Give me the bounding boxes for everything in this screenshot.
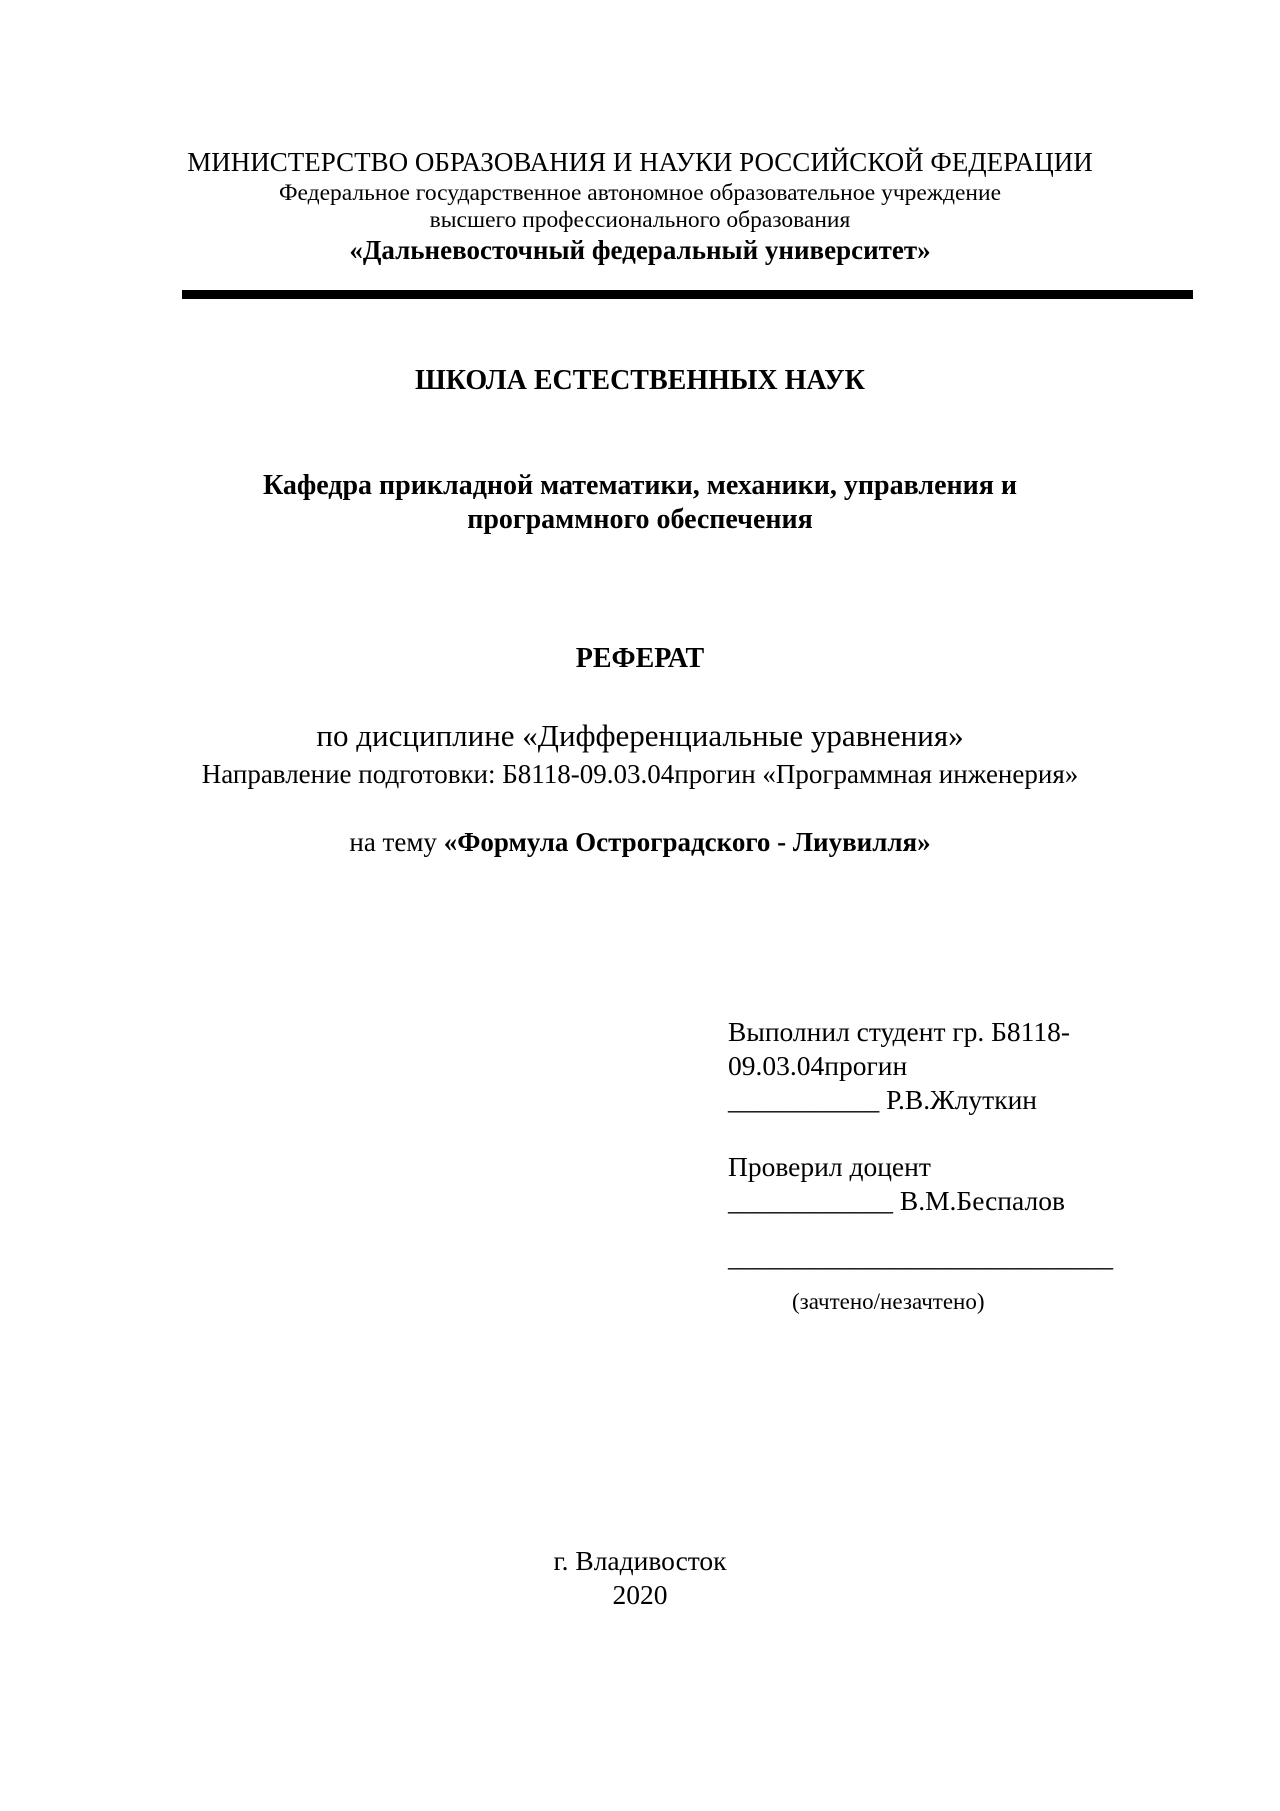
topic-title: «Формула Остроградского - Лиувилля» xyxy=(443,827,931,857)
header-divider xyxy=(182,290,1193,299)
education-level: высшего профессионального образования xyxy=(429,207,851,233)
topic-line xyxy=(0,826,1280,858)
department-line-1: Кафедра прикладной математики, механики, управления и xyxy=(262,470,1018,501)
topic-prefix: на тему xyxy=(349,827,444,857)
student-signature: ___________ Р.В.Жлуткин xyxy=(728,1084,1037,1115)
grade-line: ____________________________ xyxy=(728,1241,1113,1272)
year: 2020 xyxy=(612,1579,668,1610)
checker-line: Проверил доцент xyxy=(728,1151,931,1182)
grade-note: (зачтено/незачтено) xyxy=(792,1289,985,1314)
student-line-2: 09.03.04прогин xyxy=(728,1050,908,1081)
department-line-2: программного обеспечения xyxy=(467,504,813,535)
checker-signature: ____________ В.М.Беспалов xyxy=(728,1185,1065,1216)
ministry-heading: МИНИСТЕРСТВО ОБРАЗОВАНИЯ И НАУКИ РОССИЙСКОЙ ФЕДЕРАЦИИ xyxy=(187,147,1093,177)
study-direction: Направление подготовки: Б8118-09.03.04прогин «Программная инженерия» xyxy=(201,759,1079,789)
document-type: РЕФЕРАТ xyxy=(575,643,705,674)
student-line-1: Выполнил студент гр. Б8118- xyxy=(728,1016,1071,1047)
city: г. Владивосток xyxy=(553,1545,727,1576)
discipline: по дисциплине «Дифференциальные уравнения» xyxy=(316,718,964,753)
institution-type: Федеральное государственное автономное образовательное учреждение xyxy=(278,180,1002,206)
university-name: «Дальневосточный федеральный университет» xyxy=(349,235,931,265)
school-name: ШКОЛА ЕСТЕСТВЕННЫХ НАУК xyxy=(415,365,865,396)
